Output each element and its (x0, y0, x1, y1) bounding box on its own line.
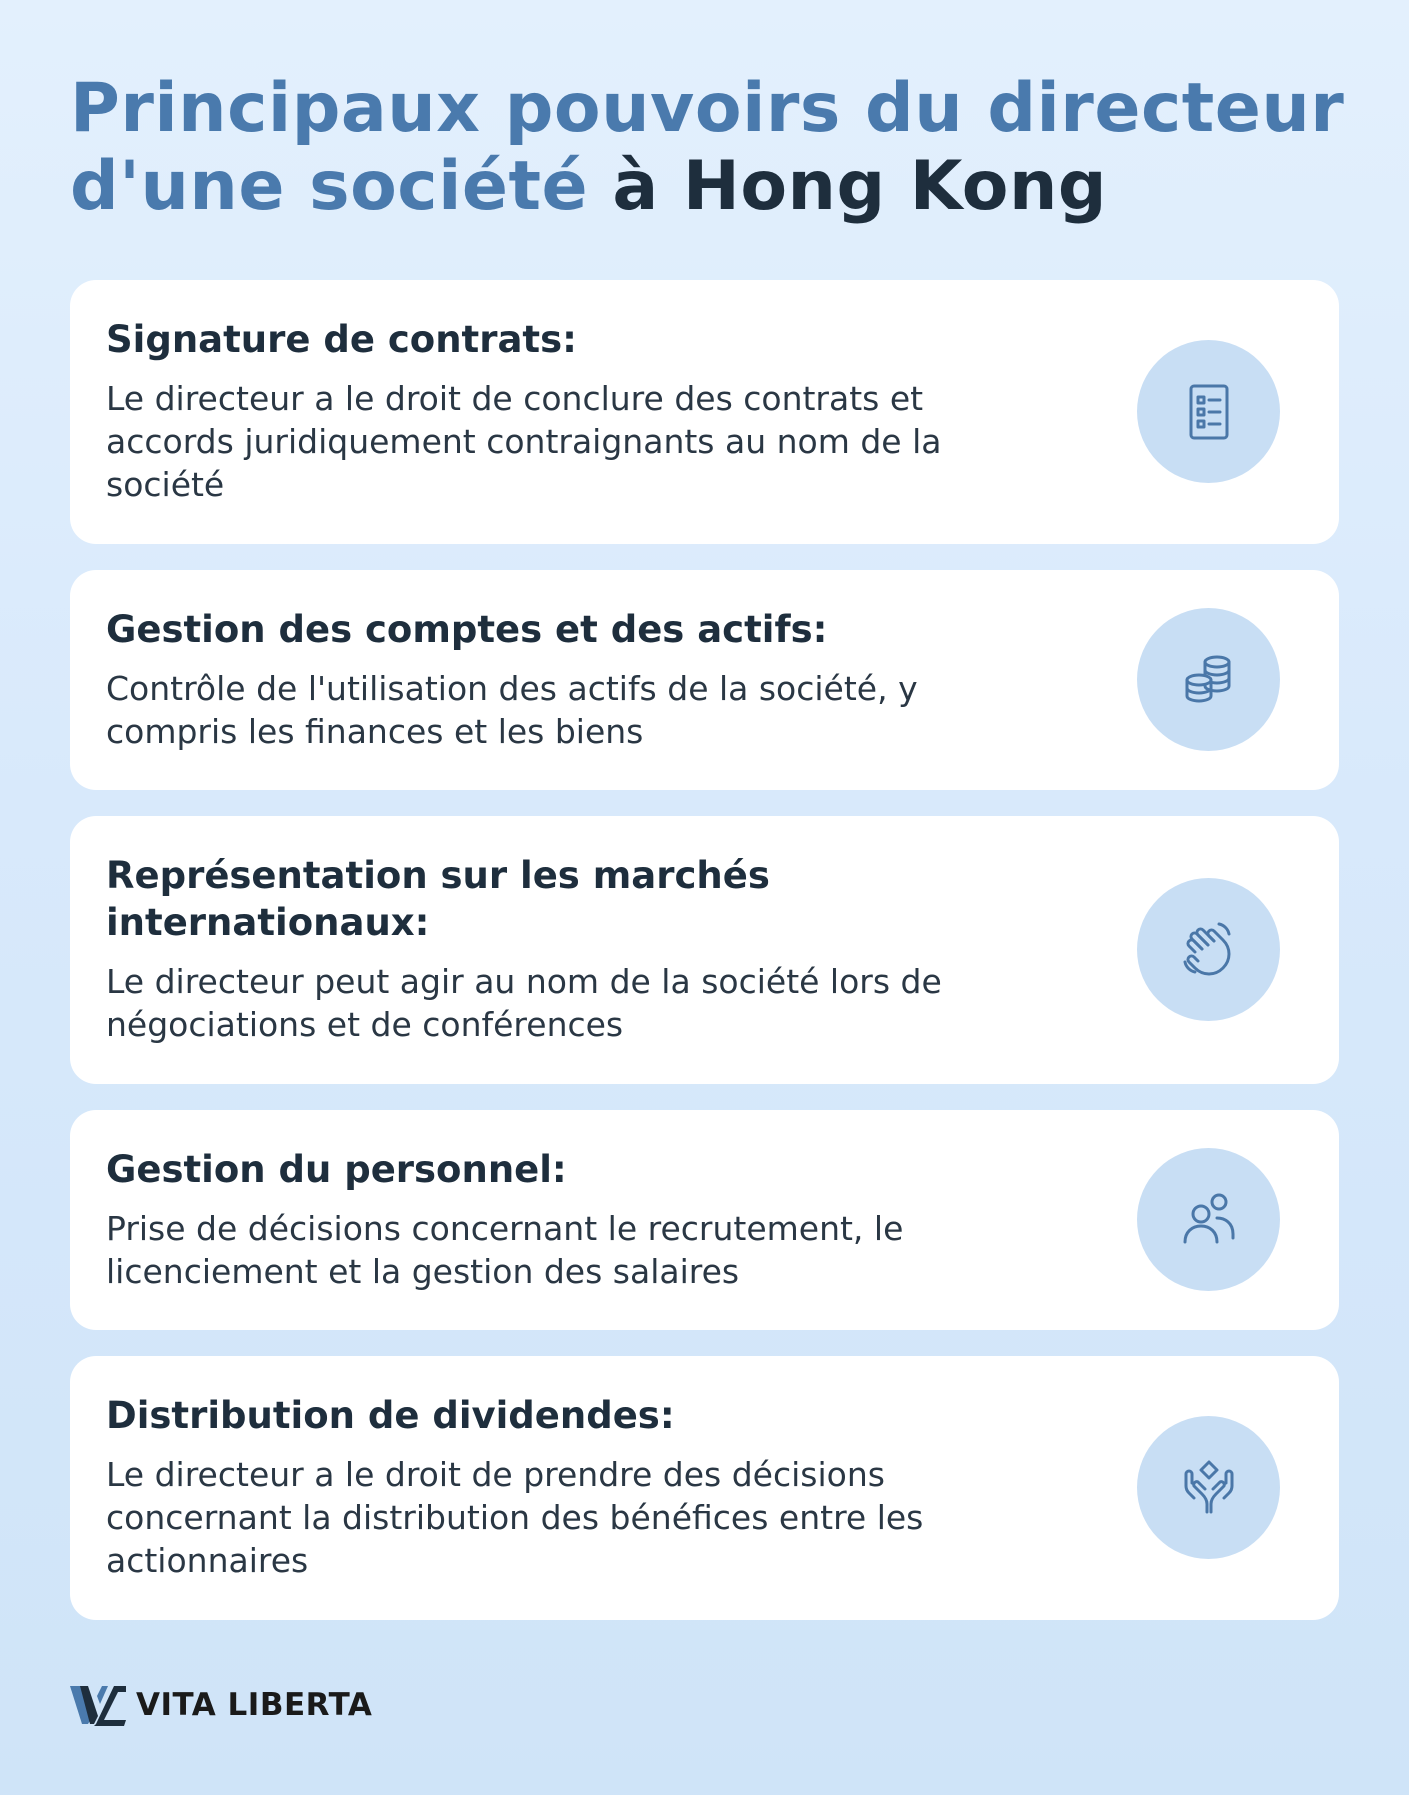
card-heading: Représentation sur les marchés internationaux: (106, 854, 770, 944)
card-description: Contrôle de l'utilisation des actifs de la société, y compris les finances et les biens (106, 669, 918, 751)
coins-stack-icon (1137, 608, 1280, 751)
waving-hand-icon (1137, 878, 1280, 1021)
document-list-icon (1137, 340, 1280, 483)
card-dividend-distribution (70, 1356, 1339, 1620)
card-staff-management (70, 1110, 1339, 1330)
page-title (70, 70, 1360, 226)
card-heading: Distribution de dividendes: (106, 1394, 675, 1437)
card-description: Le directeur a le droit de prendre des décisions concernant la distribution des bénéfices entre les actionnaires (106, 1455, 924, 1580)
card-description: Le directeur peut agir au nom de la société lors de négociations et de conférences (106, 962, 942, 1044)
title-accent-text: Principaux pouvoirs du directeur d'une société (70, 69, 1345, 226)
vita-liberta-logo-icon (70, 1684, 126, 1726)
card-accounts-assets (70, 570, 1339, 790)
brand-logo (70, 1683, 372, 1727)
card-heading: Gestion des comptes et des actifs: (106, 608, 828, 651)
card-contract-signing (70, 280, 1339, 544)
card-description: Le directeur a le droit de conclure des contrats et accords juridiquement contraignants au nom de la société (106, 379, 942, 504)
card-heading: Signature de contrats: (106, 318, 577, 361)
logo-text: VITA LIBERTA (136, 1687, 373, 1723)
card-international-markets (70, 816, 1339, 1084)
card-description: Prise de décisions concernant le recrutement, le licenciement et la gestion des salaires (106, 1209, 904, 1291)
hands-holding-diamond-icon (1137, 1416, 1280, 1559)
users-icon (1137, 1148, 1280, 1291)
card-heading: Gestion du personnel: (106, 1148, 567, 1191)
title-dark-text: à Hong Kong (612, 147, 1108, 226)
